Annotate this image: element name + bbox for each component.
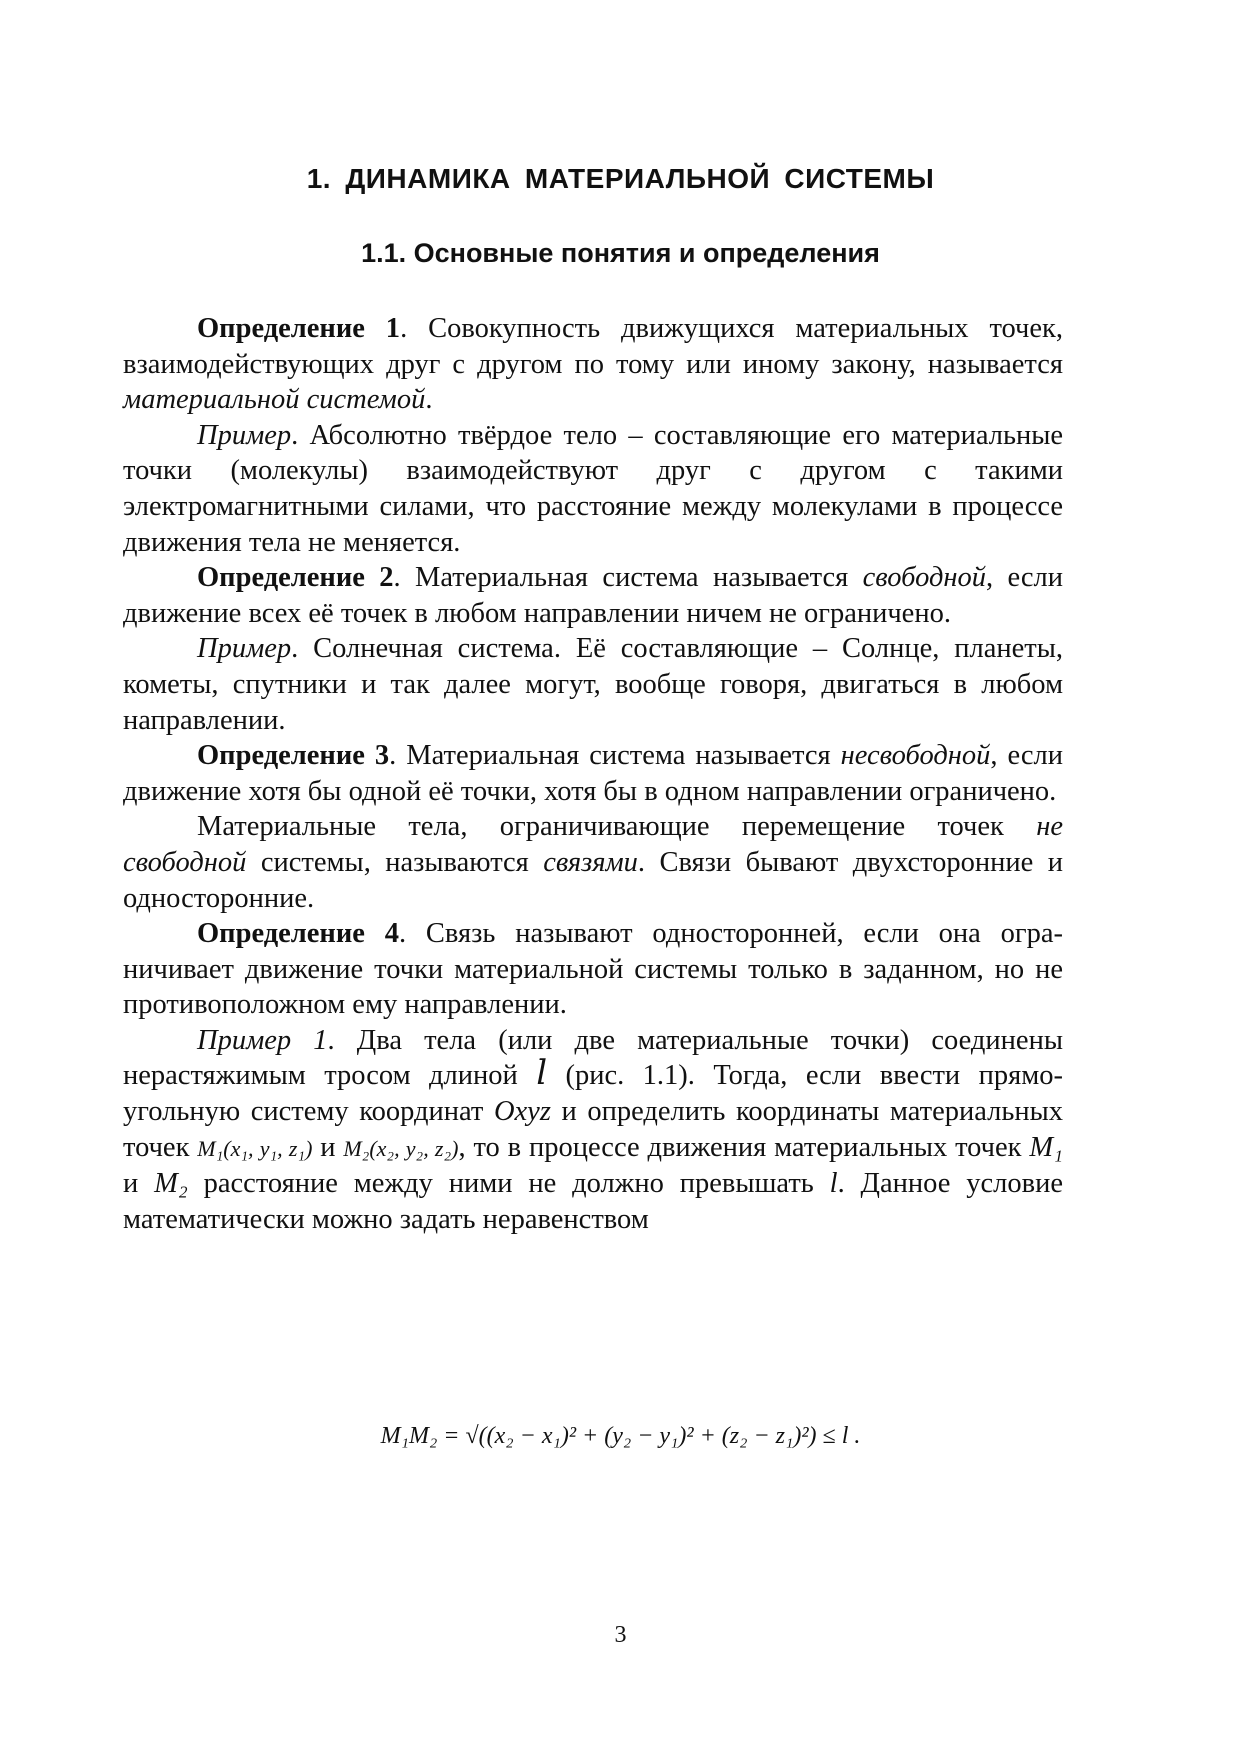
text: . Связи бывают двухсторонние и односторонние.	[123, 846, 1064, 914]
text: Материальные тела, ограничивающие перемещение точек	[197, 811, 1037, 843]
paragraph-example	[123, 631, 1063, 738]
section-title: 1.1. Основные понятия и определения	[361, 238, 880, 268]
example-label: Пример 1	[197, 1024, 328, 1056]
term: не свободной	[123, 811, 1063, 878]
text: системы, называются	[246, 846, 544, 878]
term: материальной системой	[123, 384, 426, 416]
distance-formula	[0, 1423, 1241, 1450]
text: , если движение всех её точек в любом направлении ничем не ограничено.	[123, 562, 1064, 629]
paragraph-example-1	[123, 1023, 1063, 1238]
term: свободной	[862, 562, 987, 594]
text: и	[312, 1131, 344, 1163]
text: , если движение хотя бы одной её точки, хотя бы в одном направлении ограничено.	[123, 740, 1063, 807]
coordinate-system-label: Oxyz	[493, 1096, 551, 1128]
page-number: 3	[614, 1622, 627, 1648]
text: , то в процессе движения материальных точек	[458, 1131, 1030, 1163]
text: . Материальная система называется	[393, 562, 863, 594]
paragraph-definition-4	[123, 916, 1063, 1023]
point-m1: M₁	[1029, 1131, 1063, 1163]
point-m1-coordinates: M₁(x₁, y₁, z₁)	[197, 1135, 313, 1161]
variable-l: l	[536, 1053, 548, 1094]
text: . Данное условие математически можно задать неравенством	[123, 1168, 1063, 1235]
term: несвободной	[840, 740, 991, 772]
text: (рис. 1.1). Тогда, если ввести прямоугольную систему координат	[123, 1060, 1063, 1128]
paragraph-definition-3	[123, 738, 1063, 809]
definition-label: Определение 1	[197, 313, 401, 344]
paragraph-definition-1	[123, 311, 1063, 418]
paragraph-example	[123, 418, 1063, 560]
text: расстояние между ними не должно превышать	[187, 1168, 830, 1200]
text: . Связь называют односторонней, если она ограничивает движение точки материальной системы только в заданном, но не противоположном ему направлении.	[123, 918, 1063, 1021]
chapter-title: 1. ДИНАМИКА МАТЕРИАЛЬНОЙ СИСТЕМЫ	[306, 163, 935, 194]
body-text	[123, 311, 1063, 1237]
text: .	[425, 384, 433, 416]
variable-l: l	[829, 1168, 838, 1200]
text: . Материальная система называется	[389, 740, 841, 772]
text: . Солнечная система. Её составляющие – Солнце, планеты, кометы, спутники и так далее могут, вообще говоря, двигаться в любом направлении.	[123, 633, 1063, 736]
point-m2: M₂	[154, 1168, 188, 1200]
definition-label: Определение 4	[197, 918, 399, 950]
paragraph-definition-2	[123, 560, 1063, 631]
text: . Абсолютно твёрдое тело – составляющие его материальные точки (молекулы) взаимодействуют друг с другом с такими электромагнитными силами, что расстояние между молекулами в процессе движения тела не меняется.	[123, 419, 1063, 558]
definition-label: Определение 3	[197, 740, 390, 772]
text: и	[123, 1168, 155, 1200]
definition-label: Определение 2	[197, 562, 394, 594]
paragraph-links	[123, 809, 1063, 916]
text: . Два тела (или две материальные точки) соединены нерастяжимым тросом длиной	[123, 1024, 1063, 1092]
term: связями	[543, 846, 638, 878]
example-label: Пример	[197, 633, 292, 665]
text: и определить координаты материальных точек	[123, 1096, 1064, 1163]
formula-text: M₁M₂ = √((x₂ − x₁)² + (y₂ − y₁)² + (z₂ − z₁)²) ≤ l .	[380, 1423, 861, 1449]
example-label: Пример	[197, 419, 292, 451]
text: . Совокупность движущихся материальных точек, взаимодействующих друг с другом по тому или иному закону, называется	[123, 313, 1063, 380]
point-m2-coordinates: M₂(x₂, y₂, z₂)	[343, 1135, 459, 1161]
